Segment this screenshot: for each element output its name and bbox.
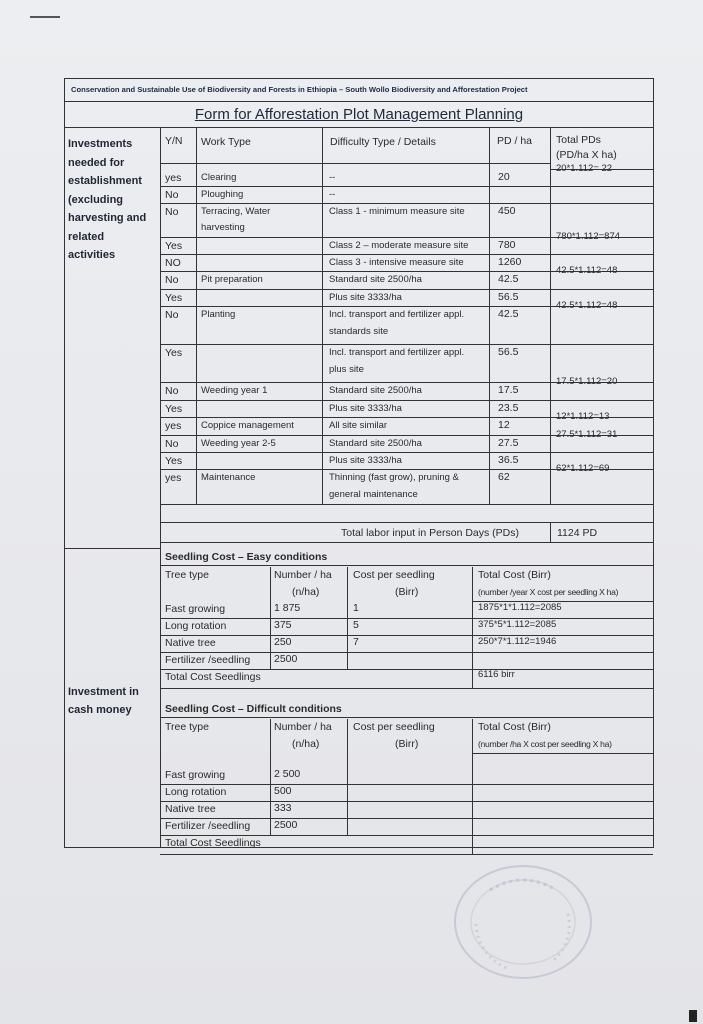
easy-col-number-sub: (n/ha) [292,586,320,598]
easy-col-total-sub: (number /year X cost per seedling X ha) [478,587,619,597]
difficult-row-number: 333 [274,802,292,814]
section-cash-label: Investment in cash money [68,686,139,716]
difficult-col-cost: Cost per seedling [353,721,435,733]
easy-row-type: Fast growing [165,603,226,615]
difficult-col-cost-sub: (Birr) [395,738,419,750]
difficult-col-total: Total Cost (Birr) [478,721,551,733]
easy-row-cost: 7 [353,636,359,648]
labor-row-yn: No [165,309,179,321]
easy-col-line [270,567,271,669]
easy-col-cost-sub: (Birr) [395,586,419,598]
difficult-col-total-sub: (number /ha X cost per seedling X ha) [478,739,612,749]
labor-row-detail: All site similar [329,420,388,431]
difficult-col-line [270,719,271,835]
easy-row-number: 250 [274,636,292,648]
easy-col-number: Number / ha [274,569,332,581]
labor-col-line [489,127,490,504]
labor-row-work: Clearing [201,172,237,183]
difficult-row-type: Long rotation [165,786,227,798]
labor-row-line [160,289,653,290]
labor-row-detail: Incl. transport and fertilizer appl. [329,309,465,320]
easy-row-total: 250*7*1.112=1946 [478,636,557,647]
difficult-title-line [160,717,653,718]
labor-row-line [160,186,653,187]
category-separator [65,548,160,549]
labor-row-work: Planting [201,309,236,320]
labor-row-detail-cont: plus site [329,364,364,375]
section-label-line: harvesting and [68,212,147,224]
labor-row-pd: 1260 [498,256,522,268]
labor-row-yn: No [165,189,179,201]
labor-row-pd: 62 [498,471,510,483]
labor-col-line [550,127,551,504]
labor-row-yn: No [165,206,179,218]
easy-row-number: 1 875 [274,602,301,614]
labor-row-line [160,254,653,255]
labor-col-line [322,127,323,504]
labor-row-detail: Class 2 – moderate measure site [329,240,469,251]
easy-row-total: 375*5*1.112=2085 [478,619,557,630]
difficult-col-line [347,719,348,835]
labor-row-line [160,452,653,453]
labor-row-yn: Yes [165,292,183,304]
easy-col-total: Total Cost (Birr) [478,569,551,581]
labor-row-total: 42.5*1.112=48 [556,265,618,276]
labor-row-yn: Yes [165,347,183,359]
easy-row-number: 2500 [274,653,298,665]
section-label-line: needed for [68,156,125,169]
easy-col-tree: Tree type [165,569,209,581]
col-difficulty-header: Difficulty Type / Details [330,136,436,148]
labor-row-work: Weeding year 1 [201,385,268,396]
labor-total-bottom [160,542,653,543]
labor-row-total: 780*1.112=874 [556,231,621,242]
form-title: Form for Afforestation Plot Management Planning [65,102,653,128]
labor-row-pd: 42.5 [498,273,519,285]
difficult-row-line [160,784,653,785]
labor-row-pd: 36.5 [498,454,519,466]
difficult-row-number: 2500 [274,819,298,831]
labor-row-detail: Plus site 3333/ha [329,403,402,414]
labor-total-value: 1124 PD [557,527,598,539]
easy-total-value: 6116 birr [478,669,515,680]
labor-row-yn: yes [165,172,182,184]
labor-row-work: Ploughing [201,189,244,200]
project-header: Conservation and Sustainable Use of Biodiversity and Forests in Ethiopia – South Wollo Biodiversity and Afforestation Project [65,79,653,102]
labor-row-line [160,400,653,401]
col-yn-header: Y/N [165,135,183,147]
easy-row-type: Native tree [165,637,216,649]
labor-row-detail: Standard site 2500/ha [329,438,422,449]
easy-title-line [160,565,653,566]
official-seal [450,862,596,982]
labor-row-total: 20*1.112= 22 [556,163,613,174]
labor-row-line [160,344,653,345]
labor-row-detail: Standard site 2500/ha [329,274,422,285]
labor-row-detail: Standard site 2500/ha [329,385,422,396]
labor-row-detail: Incl. transport and fertilizer appl. [329,347,465,358]
easy-title: Seedling Cost – Easy conditions [165,551,328,563]
difficult-row-line [160,801,653,802]
labor-row-detail-cont: standards site [329,326,389,337]
category-divider [160,127,161,847]
labor-row-pd: 450 [498,205,516,217]
labor-row-detail: Plus site 3333/ha [329,455,402,466]
labor-row-work: Terracing, Water [201,206,271,217]
labor-row-pd: 27.5 [498,437,519,449]
section-label-line: establishment [68,175,142,187]
labor-row-yn: Yes [165,403,183,415]
labor-row-total: 17.5*1.112=20 [556,376,618,387]
difficult-total-label: Total Cost Seedlings [165,837,261,849]
labor-header-line [160,163,550,164]
col-pd-header: PD / ha [497,135,533,147]
labor-row-pd: 780 [498,239,516,251]
labor-row-yn: yes [165,472,182,484]
labor-row-line [160,504,653,505]
easy-row-type: Long rotation [165,620,227,632]
labor-row-yn: Yes [165,240,183,252]
easy-row-cost: 1 [353,602,359,614]
labor-total-label: Total labor input in Person Days (PDs) [341,527,519,539]
labor-row-work-cont: harvesting [201,222,245,233]
labor-row-detail: Plus site 3333/ha [329,292,402,303]
labor-row-pd: 56.5 [498,291,519,303]
labor-row-pd: 12 [498,419,510,431]
planning-form [64,78,654,848]
difficult-row-line [160,835,653,836]
labor-row-work: Pit preparation [201,274,263,285]
section-label-line: Investments [68,138,133,150]
difficult-title: Seedling Cost – Difficult conditions [165,703,342,715]
easy-row-cost: 5 [353,619,359,631]
labor-row-yn: No [165,438,179,450]
col-work-header: Work Type [201,136,251,148]
page-corner-mark [689,1010,697,1022]
easy-row-line [160,635,653,636]
labor-row-line [160,203,653,204]
labor-row-detail-cont: general maintenance [329,489,418,500]
col-total-header-sub: (PD/ha X ha) [556,149,617,161]
labor-row-detail: -- [329,172,336,183]
difficult-col-number-sub: (n/ha) [292,738,320,750]
labor-row-total: 42.5*1.112=48 [556,300,618,311]
labor-col-line [196,127,197,504]
labor-row-pd: 56.5 [498,346,519,358]
difficult-col-tree: Tree type [165,721,209,733]
labor-total-divider [550,522,551,542]
labor-row-pd: 17.5 [498,384,519,396]
labor-row-pd: 42.5 [498,308,519,320]
easy-col-cost: Cost per seedling [353,569,435,581]
difficult-header-line [472,753,653,754]
difficult-row-type: Fertilizer /seedling [165,820,251,832]
labor-row-pd: 23.5 [498,402,519,414]
labor-row-total: 27.5*1.112=31 [556,429,618,440]
easy-row-total: 1875*1*1.112=2085 [478,602,562,613]
labor-total-line [160,522,653,523]
difficult-row-type: Native tree [165,803,216,815]
labor-row-detail: Class 3 - intensive measure site [329,257,464,268]
labor-row-work: Coppice management [201,420,294,431]
labor-row-total: 12*1.112=13 [556,411,610,422]
easy-bottom-line [160,688,653,689]
difficult-col-line [472,719,473,854]
difficult-row-number: 500 [274,785,292,797]
easy-row-line [160,669,653,670]
section-label-line: (excluding [68,193,124,206]
labor-row-work: Maintenance [201,472,256,483]
labor-row-pd: 20 [498,171,510,183]
labor-row-detail: -- [329,189,336,200]
difficult-row-type: Fast growing [165,769,226,781]
labor-row-yn: NO [165,257,181,269]
easy-row-number: 375 [274,619,292,631]
section-investments-label [68,135,163,265]
labor-row-detail: Class 1 - minimum measure site [329,206,465,217]
section-label-line: related [68,230,105,243]
labor-row-yn: yes [165,420,182,432]
difficult-row-line [160,818,653,819]
difficult-row-number: 2 500 [274,768,301,780]
labor-row-total: 62*1.112=69 [556,463,610,474]
labor-row-work: Weeding year 2-5 [201,438,276,449]
section-label-line: activities [68,249,116,261]
labor-row-yn: No [165,274,179,286]
labor-row-detail: Thinning (fast grow), pruning & [329,472,459,483]
labor-row-yn: Yes [165,455,183,467]
difficult-col-number: Number / ha [274,721,332,733]
easy-row-line [160,618,653,619]
easy-row-line [160,652,653,653]
col-total-header: Total PDs [556,134,601,146]
difficult-bottom-line [160,854,653,855]
easy-total-label: Total Cost Seedlings [165,671,261,683]
labor-row-yn: No [165,385,179,397]
edge-mark [30,16,60,18]
easy-col-line [472,567,473,688]
easy-row-type: Fertilizer /seedling [165,654,251,666]
easy-col-line [347,567,348,669]
